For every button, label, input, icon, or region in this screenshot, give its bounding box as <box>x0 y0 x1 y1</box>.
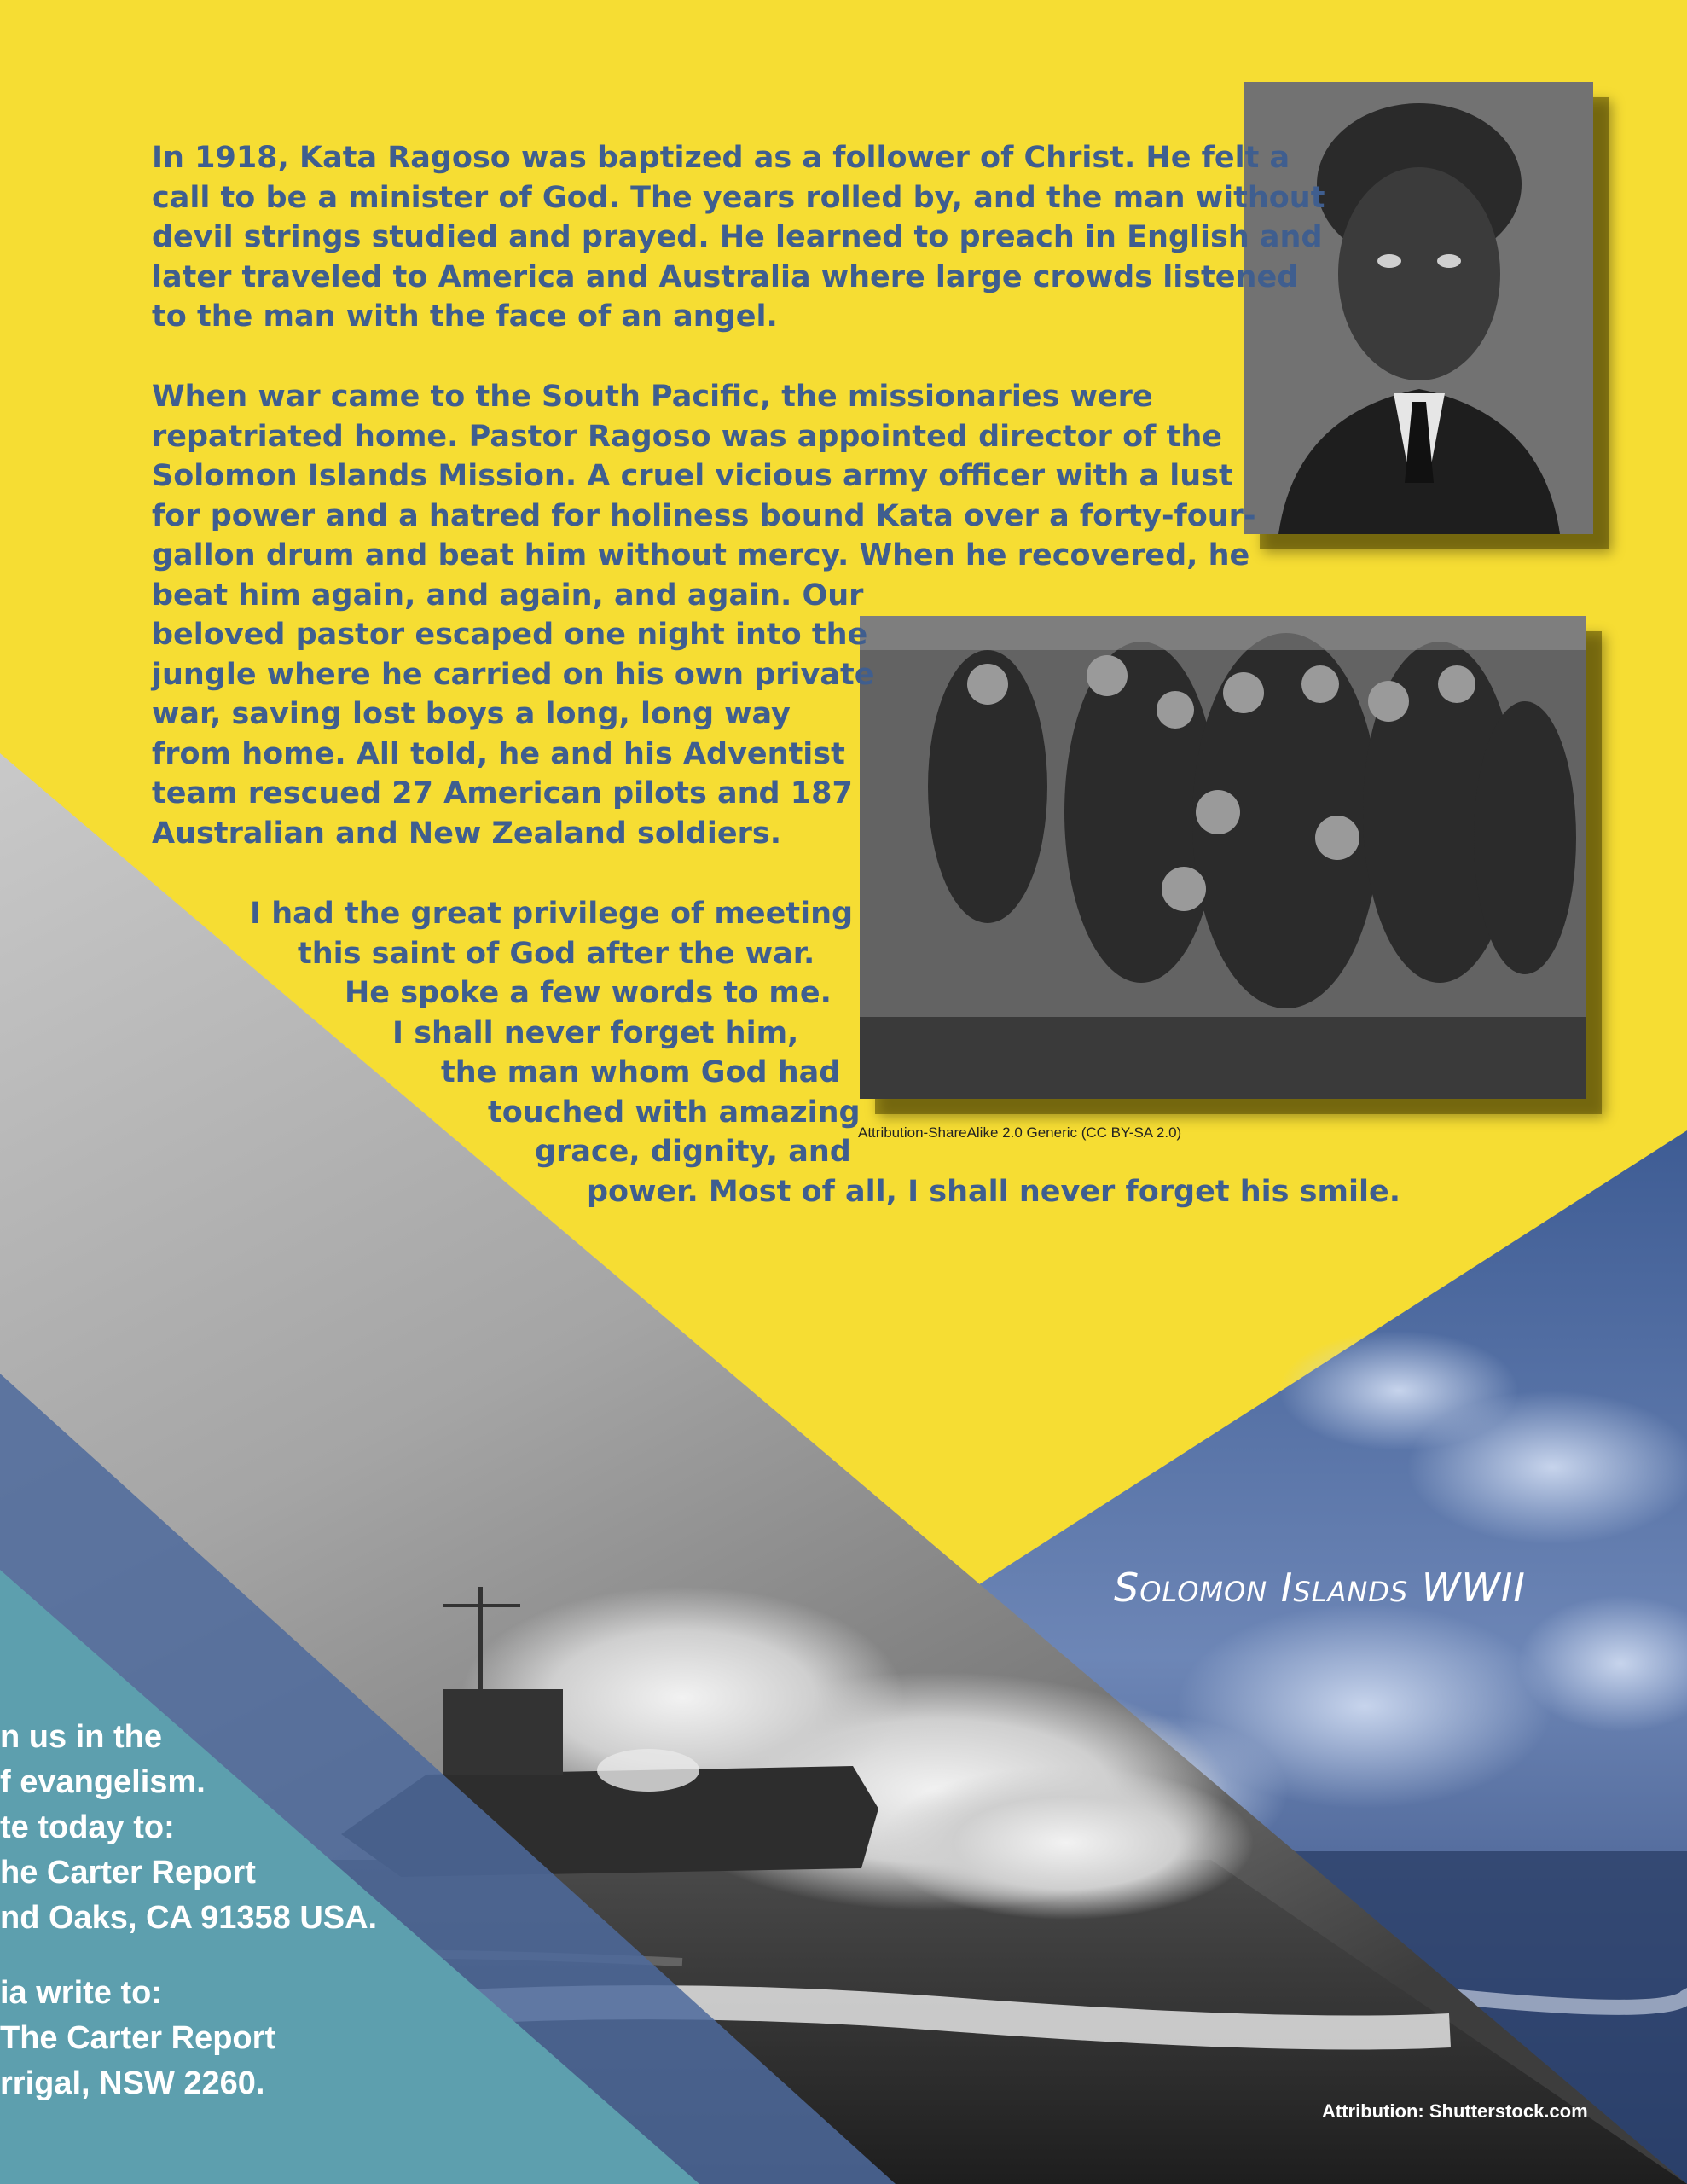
text-line: gallon drum and beat him without mercy. When he recovered, he <box>152 538 1250 572</box>
text-line: touched with amazing <box>488 1095 861 1130</box>
text-line: beloved pastor escaped one night into the <box>152 618 868 652</box>
text-line: from home. All told, he and his Adventist <box>152 736 845 771</box>
contact-block-usa <box>0 1715 377 1941</box>
photo-title: Solomon Islands WWII <box>1114 1565 1526 1611</box>
text-line: In 1918, Kata Ragoso was baptized as a follower of Christ. He felt a <box>152 141 1290 175</box>
paragraph-1 <box>152 138 1325 337</box>
text-line: for power and a hatred for holiness bound Kata over a forty-four- <box>152 498 1256 533</box>
contact-block-australia <box>0 1971 275 2106</box>
shutterstock-attribution: Attribution: Shutterstock.com <box>1322 2100 1588 2122</box>
text-line: devil strings studied and prayed. He learned to preach in English and <box>152 220 1323 254</box>
text-line: I shall never forget him, <box>392 1015 799 1050</box>
paragraph-3 <box>0 894 1400 1211</box>
paragraph-2 <box>152 377 1255 853</box>
text-line: beat him again, and again, and again. Our <box>152 578 864 613</box>
text-line: this saint of God after the war. <box>298 936 815 971</box>
text-line: grace, dignity, and <box>535 1135 851 1169</box>
text-line: I had the great privilege of meeting <box>250 897 854 931</box>
text-line: to the man with the face of an angel. <box>152 299 778 334</box>
text-line: later traveled to America and Australia where large crowds listened <box>152 259 1299 294</box>
contact-line: f evangelism. <box>0 1764 206 1800</box>
contact-line: The Carter Report <box>0 2020 276 2056</box>
contact-line: rrigal, NSW 2260. <box>0 2065 265 2101</box>
contact-line: nd Oaks, CA 91358 USA. <box>0 1900 378 1936</box>
contact-line: ia write to: <box>0 1975 163 2011</box>
contact-line: he Carter Report <box>0 1855 256 1891</box>
text-line: Solomon Islands Mission. A cruel vicious army officer with a lust <box>152 459 1233 493</box>
text-line: the man whom God had <box>441 1055 841 1089</box>
contact-line: n us in the <box>0 1719 162 1755</box>
soldiers-attribution: Attribution-ShareAlike 2.0 Generic (CC BY-SA 2.0) <box>858 1124 1182 1141</box>
text-line: power. Most of all, I shall never forget his smile. <box>587 1174 1401 1209</box>
text-line: repatriated home. Pastor Ragoso was appointed director of the <box>152 419 1222 454</box>
text-line: When war came to the South Pacific, the missionaries were <box>152 380 1153 414</box>
contact-line: te today to: <box>0 1809 175 1845</box>
text-line: war, saving lost boys a long, long way <box>152 697 791 731</box>
text-line: team rescued 27 American pilots and 187 <box>152 776 853 810</box>
text-line: Australian and New Zealand soldiers. <box>152 816 782 851</box>
text-line: call to be a minister of God. The years rolled by, and the man without <box>152 180 1325 215</box>
text-line: He spoke a few words to me. <box>345 976 832 1010</box>
text-line: jungle where he carried on his own private <box>152 657 875 692</box>
